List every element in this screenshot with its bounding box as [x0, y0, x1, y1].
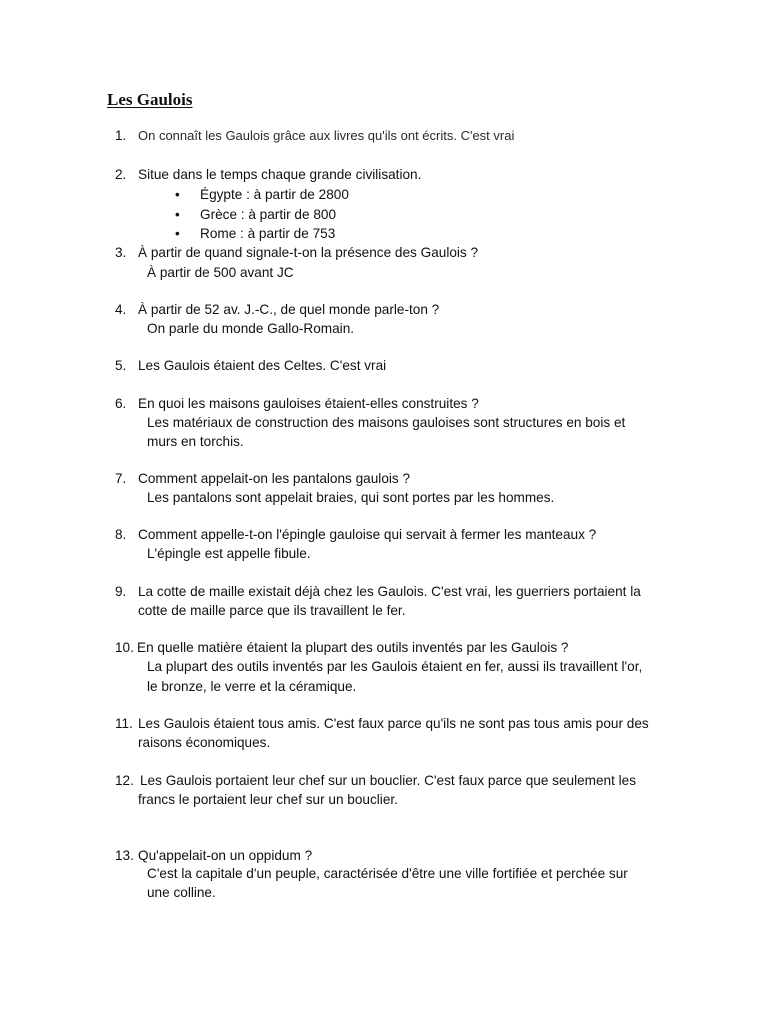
- question-number: 9.: [115, 584, 127, 599]
- answer-line: La plupart des outils inventés par les Gaulois étaient en fer, aussi ils travaillent l'or,: [147, 659, 643, 674]
- question-number: 4.: [115, 302, 127, 317]
- question-text: La cotte de maille existait déjà chez les Gaulois. C'est vrai, les guerriers portaient la: [138, 584, 641, 599]
- bullet-dot: •: [175, 207, 180, 222]
- question-text: Situe dans le temps chaque grande civilisation.: [138, 167, 422, 182]
- document-title: Les Gaulois: [107, 90, 193, 109]
- answer-line: une colline.: [147, 885, 216, 900]
- question-number: 3.: [115, 245, 127, 260]
- question-text: Comment appelait-on les pantalons gaulois ?: [138, 471, 411, 486]
- question-text: En quelle matière étaient la plupart des outils inventés par les Gaulois ?: [137, 640, 569, 655]
- continuation-line: francs le portaient leur chef sur un bouclier.: [138, 792, 398, 807]
- answer-line: murs en torchis.: [147, 434, 244, 449]
- bullet-item: Égypte : à partir de 2800: [200, 187, 349, 202]
- answer-line: Les matériaux de construction des maisons gauloises sont structures en bois et: [147, 415, 626, 430]
- question-text: Comment appelle-t-on l'épingle gauloise qui servait à fermer les manteaux ?: [138, 527, 597, 542]
- question-text: On connaît les Gaulois grâce aux livres qu'ils ont écrits. C'est vrai: [138, 128, 515, 143]
- question-number: 5.: [115, 358, 127, 373]
- question-number: 8.: [115, 527, 127, 542]
- question-number: 10.: [115, 640, 134, 655]
- question-text: Qu'appelait-on un oppidum ?: [138, 848, 313, 863]
- question-text: À partir de quand signale-t-on la présence des Gaulois ?: [138, 245, 479, 260]
- question-text: Les Gaulois étaient des Celtes. C'est vrai: [138, 358, 387, 373]
- answer-line: L'épingle est appelle fibule.: [147, 546, 311, 561]
- question-number: 2.: [115, 167, 127, 182]
- bullet-dot: •: [175, 187, 180, 202]
- question-text: Les Gaulois étaient tous amis. C'est faux parce qu'ils ne sont pas tous amis pour des: [138, 716, 649, 731]
- bullet-item: Rome : à partir de 753: [200, 226, 336, 241]
- continuation-line: cotte de maille parce que ils travaillent le fer.: [138, 603, 406, 618]
- answer-line: Les pantalons sont appelait braies, qui sont portes par les hommes.: [147, 490, 555, 505]
- continuation-line: raisons économiques.: [138, 735, 271, 750]
- question-number: 6.: [115, 396, 127, 411]
- question-text: En quoi les maisons gauloises étaient-elles construites ?: [138, 396, 479, 411]
- question-number: 13.: [115, 848, 134, 863]
- answer-line: À partir de 500 avant JC: [147, 265, 294, 280]
- answer-line: On parle du monde Gallo-Romain.: [147, 321, 355, 336]
- answer-line: C'est la capitale d'un peuple, caractérisée d'être une ville fortifiée et perchée sur: [147, 866, 628, 881]
- question-text: Les Gaulois portaient leur chef sur un bouclier. C'est faux parce que seulement les: [140, 773, 637, 788]
- answer-line: le bronze, le verre et la céramique.: [147, 679, 357, 694]
- question-number: 1.: [115, 128, 127, 143]
- question-number: 12.: [115, 773, 134, 788]
- question-number: 7.: [115, 471, 127, 486]
- question-text: À partir de 52 av. J.-C., de quel monde parle-ton ?: [138, 302, 440, 317]
- question-number: 11.: [115, 716, 133, 731]
- bullet-item: Grèce : à partir de 800: [200, 207, 337, 222]
- bullet-dot: •: [175, 226, 180, 241]
